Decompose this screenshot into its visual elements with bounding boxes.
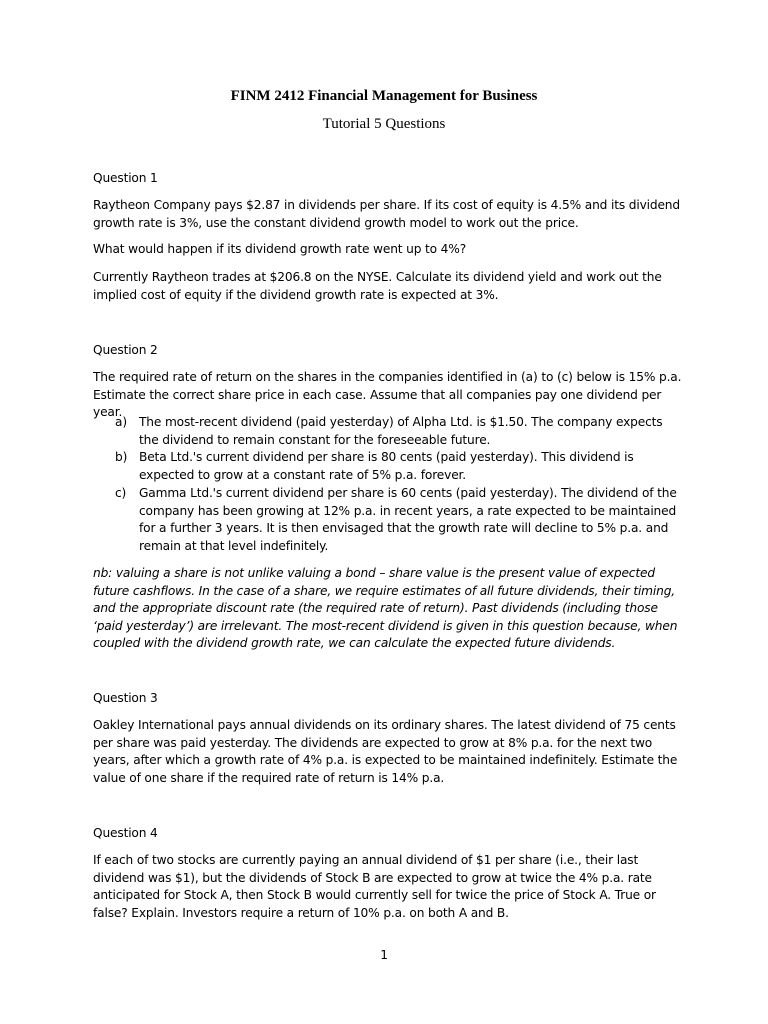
- list-marker: a): [115, 415, 127, 429]
- question-3-paragraph: Oakley International pays annual dividends on its ordinary shares. The latest dividend of 75 cents per share was paid yesterday. The dividends are expected to grow at 8% p.a. for the next two years, after which a growth rate of 4% p.a. is expected to be maintained indefinitely. Estimate the value of one share if the required rate of return is 14% p.a.: [93, 718, 678, 785]
- question-1-paragraph-1: Raytheon Company pays $2.87 in dividends per share. If its cost of equity is 4.5% and its dividend growth rate is 3%, use the constant dividend growth model to work out the price.: [93, 198, 680, 230]
- question-3-heading: Question 3: [93, 691, 158, 705]
- list-item-text: Beta Ltd.'s current dividend per share is 80 cents (paid yesterday). This dividend is expected to grow at a constant rate of 5% p.a. forever.: [139, 450, 634, 482]
- question-1-paragraph-3: Currently Raytheon trades at $206.8 on the NYSE. Calculate its dividend yield and work out the implied cost of equity if the dividend growth rate is expected at 3%.: [93, 270, 662, 302]
- page-number: 1: [380, 948, 388, 962]
- question-1-paragraph-2: What would happen if its dividend growth rate went up to 4%?: [93, 242, 467, 256]
- question-2-heading: Question 2: [93, 343, 158, 357]
- list-marker: b): [115, 450, 128, 464]
- document-subtitle: Tutorial 5 Questions: [322, 116, 446, 132]
- question-4-heading: Question 4: [93, 826, 158, 840]
- list-item-text: Gamma Ltd.'s current dividend per share is 60 cents (paid yesterday). The dividend of the company has been growing at 12% p.a. in recent years, a rate expected to be maintained for a further 3 years. It is then envisaged that the growth rate will decline to 5% p.a. and remain at that level indefinitely.: [139, 486, 677, 553]
- question-1-heading: Question 1: [93, 171, 158, 185]
- question-2-intro: The required rate of return on the shares in the companies identified in (a) to (c) below is 15% p.a. Estimate the correct share price in each case. Assume that all companies pay one dividend per year.: [93, 370, 682, 420]
- list-marker: c): [115, 486, 127, 500]
- document-title: FINM 2412 Financial Management for Business: [230, 88, 538, 104]
- question-4-paragraph: If each of two stocks are currently paying an annual dividend of $1 per share (i.e., their last dividend was $1), but the dividends of Stock B are expected to grow at twice the 4% p.a. rate anticipated for Stock A, then Stock B would currently sell for twice the price of Stock A. True or false? Explain. Investors require a return of 10% p.a. on both A and B.: [93, 853, 656, 920]
- list-item-text: The most-recent dividend (paid yesterday) of Alpha Ltd. is $1.50. The company expects the dividend to remain constant for the foreseeable future.: [139, 415, 663, 447]
- question-2-note: nb: valuing a share is not unlike valuing a bond – share value is the present value of expected future cashflows. In the case of a share, we require estimates of all future dividends, their timing, and the appropriate discount rate (the required rate of return). Past dividends (including those ‘paid yesterday’) are irrelevant. The most-recent dividend is given in this question because, when coupled with the dividend growth rate, we can calculate the expected future dividends.: [93, 566, 678, 651]
